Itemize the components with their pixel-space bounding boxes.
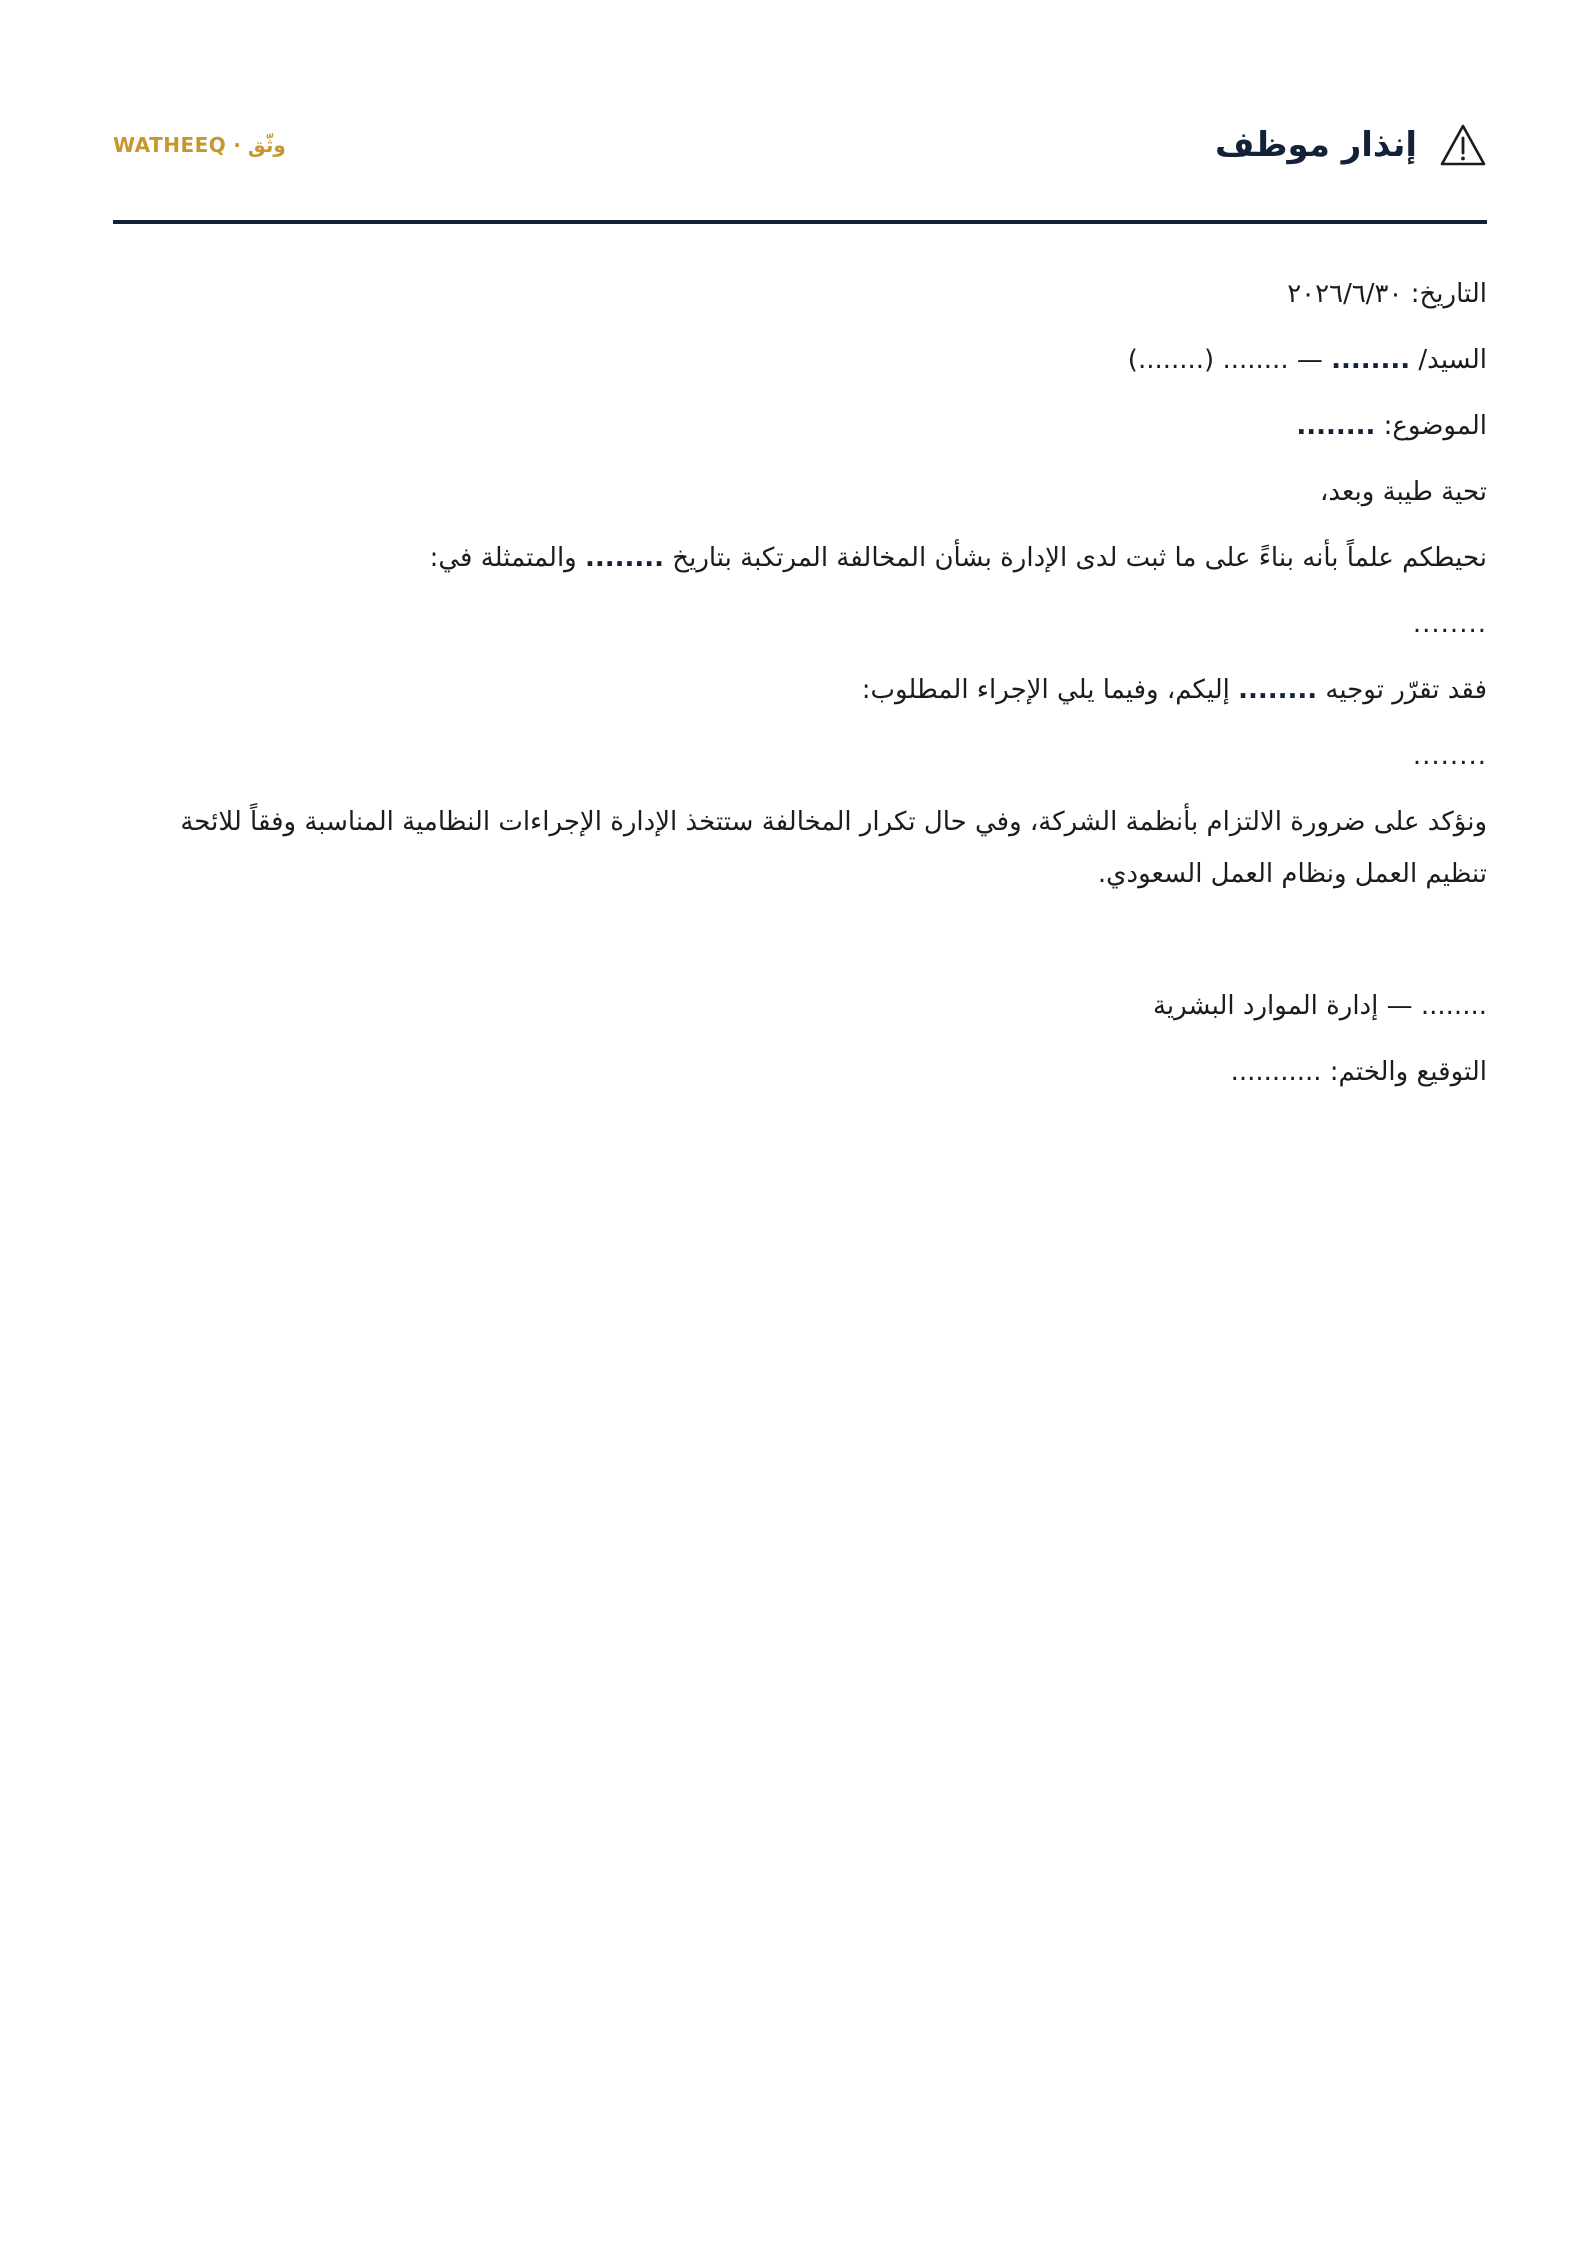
title-group — [1215, 123, 1487, 167]
date-value: ٢٠٢٦/٦/٣٠ — [1287, 279, 1403, 309]
recipient-label: السيد/ — [1418, 345, 1487, 375]
signature-line — [113, 1046, 1487, 1098]
closing-paragraph: ونؤكد على ضرورة الالتزام بأنظمة الشركة، وفي حال تكرار المخالفة ستتخذ الإدارة الإجراءات النظامية المناسبة وفقاً للائحة تنظيم العمل ونظام العمل السعودي. — [180, 807, 1487, 889]
date-label: التاريخ: — [1410, 279, 1487, 309]
letter-body — [113, 268, 1487, 1112]
signatory-department: إدارة الموارد البشرية — [1152, 991, 1379, 1021]
recipient-position-blank: ........ — [1222, 345, 1289, 375]
action-details-blank: ........ — [1412, 741, 1487, 771]
intro-line — [113, 532, 1487, 584]
recipient-id-blank: (........) — [1127, 345, 1215, 375]
subject-label: الموضوع: — [1383, 411, 1487, 441]
recipient-separator: — — [1296, 345, 1323, 375]
greeting-line: تحية طيبة وبعد، — [1319, 477, 1487, 507]
signature-spacer — [113, 914, 1487, 980]
document-header — [113, 110, 1487, 180]
warning-triangle-icon — [1439, 123, 1487, 167]
signature-blank: ........... — [1230, 1057, 1322, 1087]
header-divider — [113, 220, 1487, 224]
intro-text: نحيطكم علماً بأنه بناءً على ما ثبت لدى الإدارة بشأن المخالفة المرتكبة بتاريخ — [672, 543, 1487, 573]
page-title: إنذار موظف — [1214, 125, 1417, 165]
signatory-line — [113, 980, 1487, 1032]
recipient-name-blank: ........ — [1331, 345, 1411, 375]
decision-text-end: إليكم، وفيما يلي الإجراء المطلوب: — [861, 675, 1230, 705]
violation-date-blank: ........ — [585, 543, 665, 573]
subject-blank: ........ — [1296, 411, 1376, 441]
signature-label: التوقيع والختم: — [1329, 1057, 1487, 1087]
intro-text-end: والمتمثلة في: — [429, 543, 577, 573]
signatory-name-blank: ........ — [1420, 991, 1487, 1021]
subject-line — [113, 400, 1487, 452]
date-line — [113, 268, 1487, 320]
violation-details-blank: ........ — [1412, 609, 1487, 639]
decision-line — [113, 664, 1487, 716]
decision-text: فقد تقرّر توجيه — [1325, 675, 1487, 705]
signatory-separator: — — [1386, 991, 1413, 1021]
recipient-line — [113, 334, 1487, 386]
decision-type-blank: ........ — [1238, 675, 1318, 705]
brand-mark: وثّق · WATHEEQ — [113, 133, 286, 157]
